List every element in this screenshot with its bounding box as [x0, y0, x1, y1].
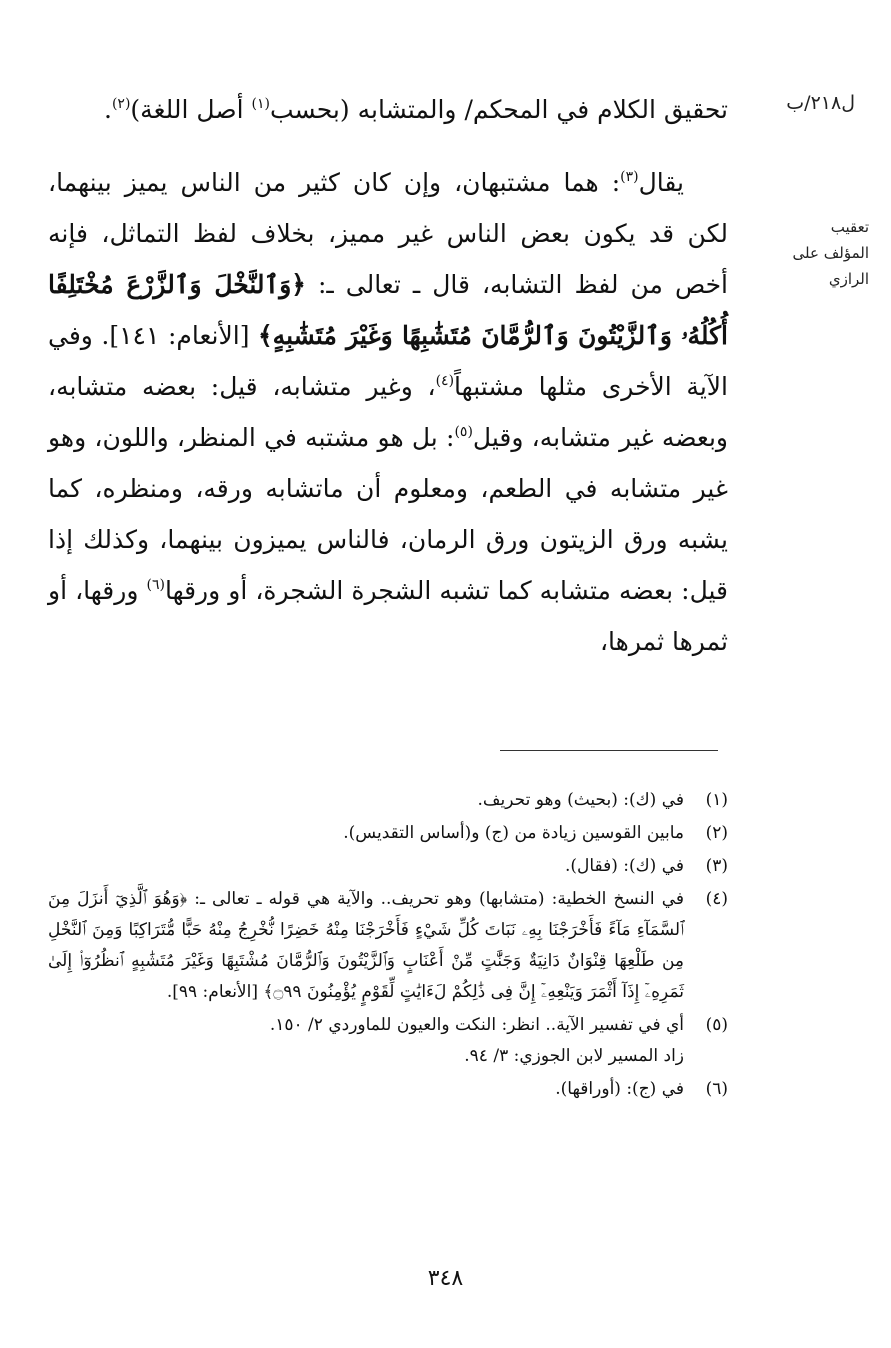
- footnote-number: (٤): [705, 889, 728, 909]
- verse-reference: [الأنعام: ١٤١]. وفي الآية الأخرى مثلها مشتبهاً: [48, 321, 729, 401]
- footnote-ref: (٢): [111, 96, 131, 112]
- footnote-ref: (٤): [435, 373, 455, 389]
- footnote-text: [48, 1074, 684, 1105]
- page-number: ٣٤٨: [427, 1266, 464, 1291]
- footnote-number: (١): [705, 790, 728, 810]
- margin-comment-line: تعقيب: [830, 218, 869, 236]
- paragraph-text: يقال: [638, 168, 684, 197]
- footnote-number: (٢): [705, 823, 728, 843]
- footnote: [48, 1010, 728, 1072]
- paragraph-text: : بل هو مشتبه في المنظر، واللون، وهو غير متشابه في الطعم، ومعلوم أن ماتشابه ورقه، ومنظره، كما يشبه ورق الزيتون ورق الرمان، فالناس يميزون بينهما، وكذلك إذا قيل: بعضه متشابه كما تشبه الشجرة الشجرة، أو ورقها: [48, 423, 729, 605]
- paragraph-text: ورقها، أو ثمرها ثمرها،: [48, 576, 728, 656]
- footnotes: [48, 785, 728, 1107]
- paragraph-text: تحقيق الكلام في المحكم/ والمتشابه (بحسب: [269, 95, 728, 124]
- footnote-line: في (ج): (أوراقها).: [555, 1079, 684, 1099]
- footnote-line: في (ك): (فقال).: [564, 856, 684, 876]
- margin-comment-line: المؤلف على: [792, 244, 869, 262]
- footnote: [48, 818, 728, 849]
- footnote-line: زاد المسير لابن الجوزي: ٣/ ٩٤.: [464, 1046, 684, 1066]
- footnote-text: [48, 884, 684, 1008]
- paragraph-text: ، وغير متشابه، قيل: بعضه متشابه، وبعضه غير متشابه، وقيل: [48, 372, 728, 452]
- paragraph-heading: [48, 84, 728, 135]
- main-text: [48, 84, 728, 667]
- footnote-separator: [500, 750, 718, 751]
- footnote-ref: (٥): [454, 424, 473, 440]
- margin-comment: [751, 214, 869, 292]
- footnote: [48, 884, 728, 1008]
- footnote-ref: (٦): [146, 577, 165, 593]
- paragraph-text: أصل اللغة): [130, 95, 252, 124]
- footnote-line: أي في تفسير الآية.. انظر: النكت والعيون للماوردي ٢/ ١٥٠.: [269, 1015, 684, 1035]
- footnote-text: [48, 785, 684, 816]
- manuscript-folio-ref: ل٢١٨/ب: [786, 92, 855, 114]
- footnote: [48, 851, 728, 882]
- footnote: [48, 785, 728, 816]
- footnote-line: في النسخ الخطية: (متشابها) وهو تحريف.. والآية هي قوله ـ تعالى ـ: ﴿وَهُوَ ٱلَّذِيٓ أَنزَلَ مِنَ ٱلسَّمَآءِ مَآءً فَأَخْرَجْنَا بِهِۦ نَبَاتَ كُلِّ شَيْءٍ فَأَخْرَجْنَا مِنْهُ خَضِرًا نُّخْرِجُ مِنْهُ حَبًّا مُّتَرَاكِبًا وَمِنَ ٱلنَّخْلِ مِن طَلْعِهَا قِنْوَانٌ دَانِيَةٌ وَجَنَّٰتٍ مِّنْ أَعْنَابٍ وَٱلزَّيْتُونَ وَٱلرُّمَّانَ مُشْتَبِهًا وَغَيْرَ مُتَشَٰبِهٍ ٱنظُرُوٓا۟ إِلَىٰ ثَمَرِهِۦٓ إِذَآ أَثْمَرَ وَيَنْعِهِۦٓ إِنَّ فِى ذَٰلِكُمْ لَءَايَٰتٍ لِّقَوْمٍ يُؤْمِنُونَ ۝٩٩﴾ [الأنعام: ٩٩].: [48, 889, 684, 1002]
- margin-comment-line: الرازي: [828, 270, 869, 288]
- footnote: [48, 1074, 728, 1105]
- footnote-text: [48, 818, 684, 849]
- footnote-line: في (ك): (بحيث) وهو تحريف.: [477, 790, 684, 810]
- paragraph-text: : هما مشتبهان، وإن كان كثير من الناس يميز بينهما، لكن قد يكون بعض الناس غير مميز، بخلاف لفظ التماثل، فإنه أخص من لفظ التشابه، قال ـ تعالى ـ:: [48, 168, 728, 299]
- footnote-number: (٥): [705, 1015, 728, 1035]
- footnote-text: [48, 1010, 684, 1072]
- footnote-line: مابين القوسين زيادة من (ج) و(أساس التقديس).: [343, 823, 684, 843]
- footnote-number: (٣): [705, 856, 728, 876]
- footnote-number: (٦): [705, 1079, 728, 1099]
- footnote-ref: (١): [251, 96, 270, 112]
- quran-verse: ﴿وَٱلنَّخْلَ وَٱلزَّرْعَ مُخْتَلِفًا أُكُلُهُۥ وَٱلزَّيْتُونَ وَٱلرُّمَّانَ مُتَشَٰبِهًا وَغَيْرَ مُتَشَٰبِهٍ﴾: [48, 270, 729, 350]
- paragraph-body: [48, 157, 728, 667]
- paragraph-text: .: [103, 95, 112, 124]
- footnote-text: [48, 851, 684, 882]
- footnote-ref: (٣): [620, 169, 639, 185]
